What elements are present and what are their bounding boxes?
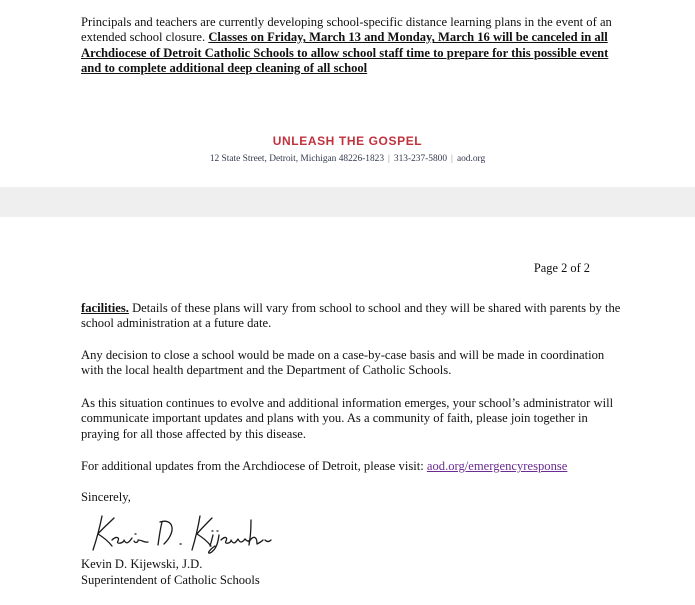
page-number: Page 2 of 2: [533, 261, 590, 275]
signature-image: [88, 510, 273, 554]
closure-paragraph: [81, 15, 626, 77]
footer-website: aod.org: [456, 154, 486, 164]
additional-updates-text: For additional updates from the Archdiocese of Detroit, please visit:: [81, 459, 424, 473]
footer-address-line: [0, 154, 695, 164]
footer-separator-1: |: [388, 154, 390, 164]
closing: Sincerely,: [81, 490, 131, 504]
page-break: [0, 187, 695, 217]
closure-paragraph-lead: Principals and teachers are currently developing school-specific distance learning plans in the event of an extended school closure.: [81, 15, 612, 45]
additional-updates-paragraph: [81, 459, 626, 474]
signer-name: Kevin D. Kijewski, J.D.: [81, 557, 203, 571]
plans-paragraph: [81, 301, 626, 332]
footer-tagline: UNLEASH THE GOSPEL: [272, 134, 423, 148]
updates-paragraph: As this situation continues to evolve and additional information emerges, your school’s administrator will communicate important updates and plans with you. As a community of faith, please join together in praying for all those affected by this disease.: [81, 396, 614, 441]
closure-paragraph-bold: Classes on Friday, March 13 and Monday, March 16 will be canceled in all Archdiocese of Detroit Catholic Schools to allow school staff time to prepare for this possible event and to complete additional deep cleaning of all school: [81, 30, 609, 76]
decision-paragraph: Any decision to close a school would be made on a case-by-case basis and will be made in coordination with the local health department and the Department of Catholic Schools.: [81, 348, 605, 378]
footer-address: 12 State Street, Detroit, Michigan 48226-1823: [209, 154, 385, 164]
emergency-response-link[interactable]: aod.org/emergencyresponse: [426, 459, 568, 473]
plans-paragraph-text: Details of these plans will vary from school to school and they will be shared with parents by the school administration at a future date.: [81, 301, 621, 331]
signer-title: Superintendent of Catholic Schools: [81, 573, 260, 587]
footer-separator-2: |: [451, 154, 453, 164]
continued-bold-word: facilities.: [81, 301, 129, 315]
letter-page-1: [0, 0, 695, 187]
footer-phone: 313-237-5800: [393, 154, 448, 164]
